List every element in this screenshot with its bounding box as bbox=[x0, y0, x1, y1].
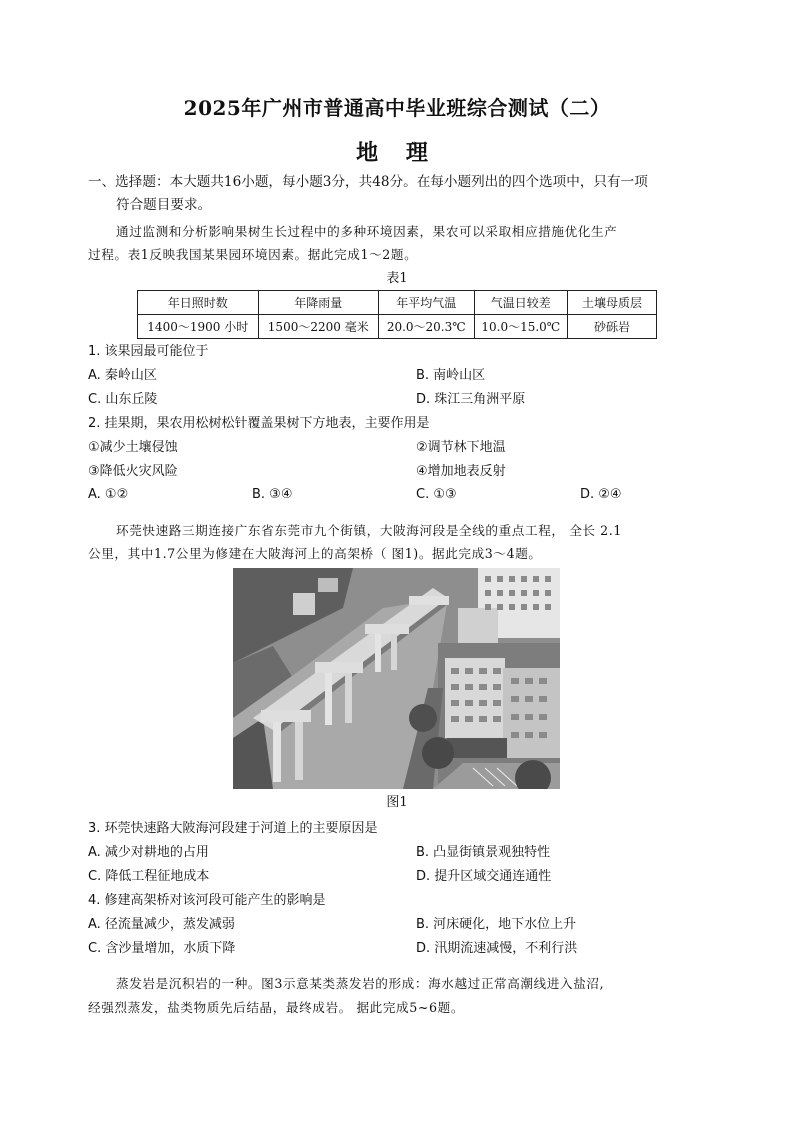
question-4-option-a: A. 径流量减少，蒸发减弱 bbox=[88, 917, 235, 932]
question-3-option-b: B. 凸显街镇景观独特性 bbox=[416, 845, 551, 860]
question-2-item-3: ③降低火灾风险 bbox=[88, 464, 178, 479]
figure-1-caption: 图1 bbox=[386, 795, 408, 810]
table-1 bbox=[137, 290, 657, 339]
question-2-item-2: ②调节林下地温 bbox=[416, 440, 506, 455]
exam-title: 2025年广州市普通高中毕业班综合测试（二） bbox=[183, 96, 611, 120]
table-cell: 1500～2200 毫米 bbox=[258, 315, 379, 339]
question-2-item-4: ④增加地表反射 bbox=[416, 464, 506, 479]
question-2-item-1: ①减少土壤侵蚀 bbox=[88, 440, 178, 455]
table-cell: 10.0～15.0℃ bbox=[474, 315, 568, 339]
elevated-bridge-photo bbox=[233, 568, 560, 789]
passage-2-line-2: 公里，其中1.7公里为修建在大陂海河上的高架桥（ 图1)。据此完成3～4题。 bbox=[88, 546, 542, 561]
passage-3-line-2: 经强烈蒸发，盐类物质先后结晶，最终成岩。 据此完成5~6题。 bbox=[88, 1000, 465, 1015]
table-header-cell: 年日照时数 bbox=[138, 291, 259, 315]
passage-2-line-1: 环莞快速路三期连接广东省东莞市九个街镇，大陂海河段是全线的重点工程， 全长 2.1 bbox=[116, 523, 623, 538]
table-header-cell: 土壤母质层 bbox=[568, 291, 657, 315]
question-2-stem: 2. 挂果期，果农用松树松针覆盖果树下方地表，主要作用是 bbox=[88, 416, 430, 431]
question-4-option-c: C. 含沙量增加，水质下降 bbox=[88, 941, 236, 956]
table-header-cell: 气温日较差 bbox=[474, 291, 568, 315]
question-3-option-a: A. 减少对耕地的占用 bbox=[88, 845, 209, 860]
passage-1-line-1: 通过监测和分析影响果树生长过程中的多种环境因素，果农可以采取相应措施优化生产 bbox=[116, 224, 618, 239]
table-cell: 20.0～20.3℃ bbox=[379, 315, 475, 339]
table-1-caption: 表1 bbox=[386, 271, 408, 286]
question-2-option-b: B. ③④ bbox=[252, 487, 293, 502]
question-1-option-b: B. 南岭山区 bbox=[416, 368, 486, 383]
question-4-option-b: B. 河床硬化，地下水位上升 bbox=[416, 917, 577, 932]
figure-1-photo bbox=[233, 568, 560, 789]
question-1-option-c: C. 山东丘陵 bbox=[88, 392, 158, 407]
question-1-option-a: A. 秦岭山区 bbox=[88, 368, 157, 383]
question-2-option-a: A. ①② bbox=[88, 487, 129, 502]
question-1-option-d: D. 珠江三角洲平原 bbox=[416, 392, 526, 407]
question-2-option-c: C. ①③ bbox=[416, 487, 457, 502]
section-heading: 一、选择题：本大题共16小题，每小题3分，共48分。在每小题列出的四个选项中，只有一项 bbox=[88, 174, 648, 190]
question-4-stem: 4. 修建高架桥对该河段可能产生的影响是 bbox=[88, 893, 326, 908]
table-cell: 砂砾岩 bbox=[568, 315, 657, 339]
subject-title: 地 理 bbox=[356, 140, 438, 166]
question-3-option-c: C. 降低工程征地成本 bbox=[88, 869, 210, 884]
table-cell: 1400～1900 小时 bbox=[138, 315, 259, 339]
section-heading-cont: 符合题目要求。 bbox=[116, 197, 212, 213]
table-row bbox=[138, 315, 657, 339]
question-3-stem: 3. 环莞快速路大陂海河段建于河道上的主要原因是 bbox=[88, 821, 378, 836]
table-header-cell: 年平均气温 bbox=[379, 291, 475, 315]
passage-3-line-1: 蒸发岩是沉积岩的一种。图3示意某类蒸发岩的形成：海水越过正常高潮线进入盐沼, bbox=[116, 976, 605, 991]
question-3-option-d: D. 提升区域交通连通性 bbox=[416, 869, 552, 884]
question-2-option-d: D. ②④ bbox=[580, 487, 622, 502]
question-4-option-d: D. 汛期流速减慢，不利行洪 bbox=[416, 941, 578, 956]
passage-1-line-2: 过程。表1反映我国某果园环境因素。据此完成1～2题。 bbox=[88, 247, 418, 262]
question-1-stem: 1. 该果园最可能位于 bbox=[88, 344, 209, 359]
table-header-row bbox=[138, 291, 657, 315]
table-header-cell: 年降雨量 bbox=[258, 291, 379, 315]
